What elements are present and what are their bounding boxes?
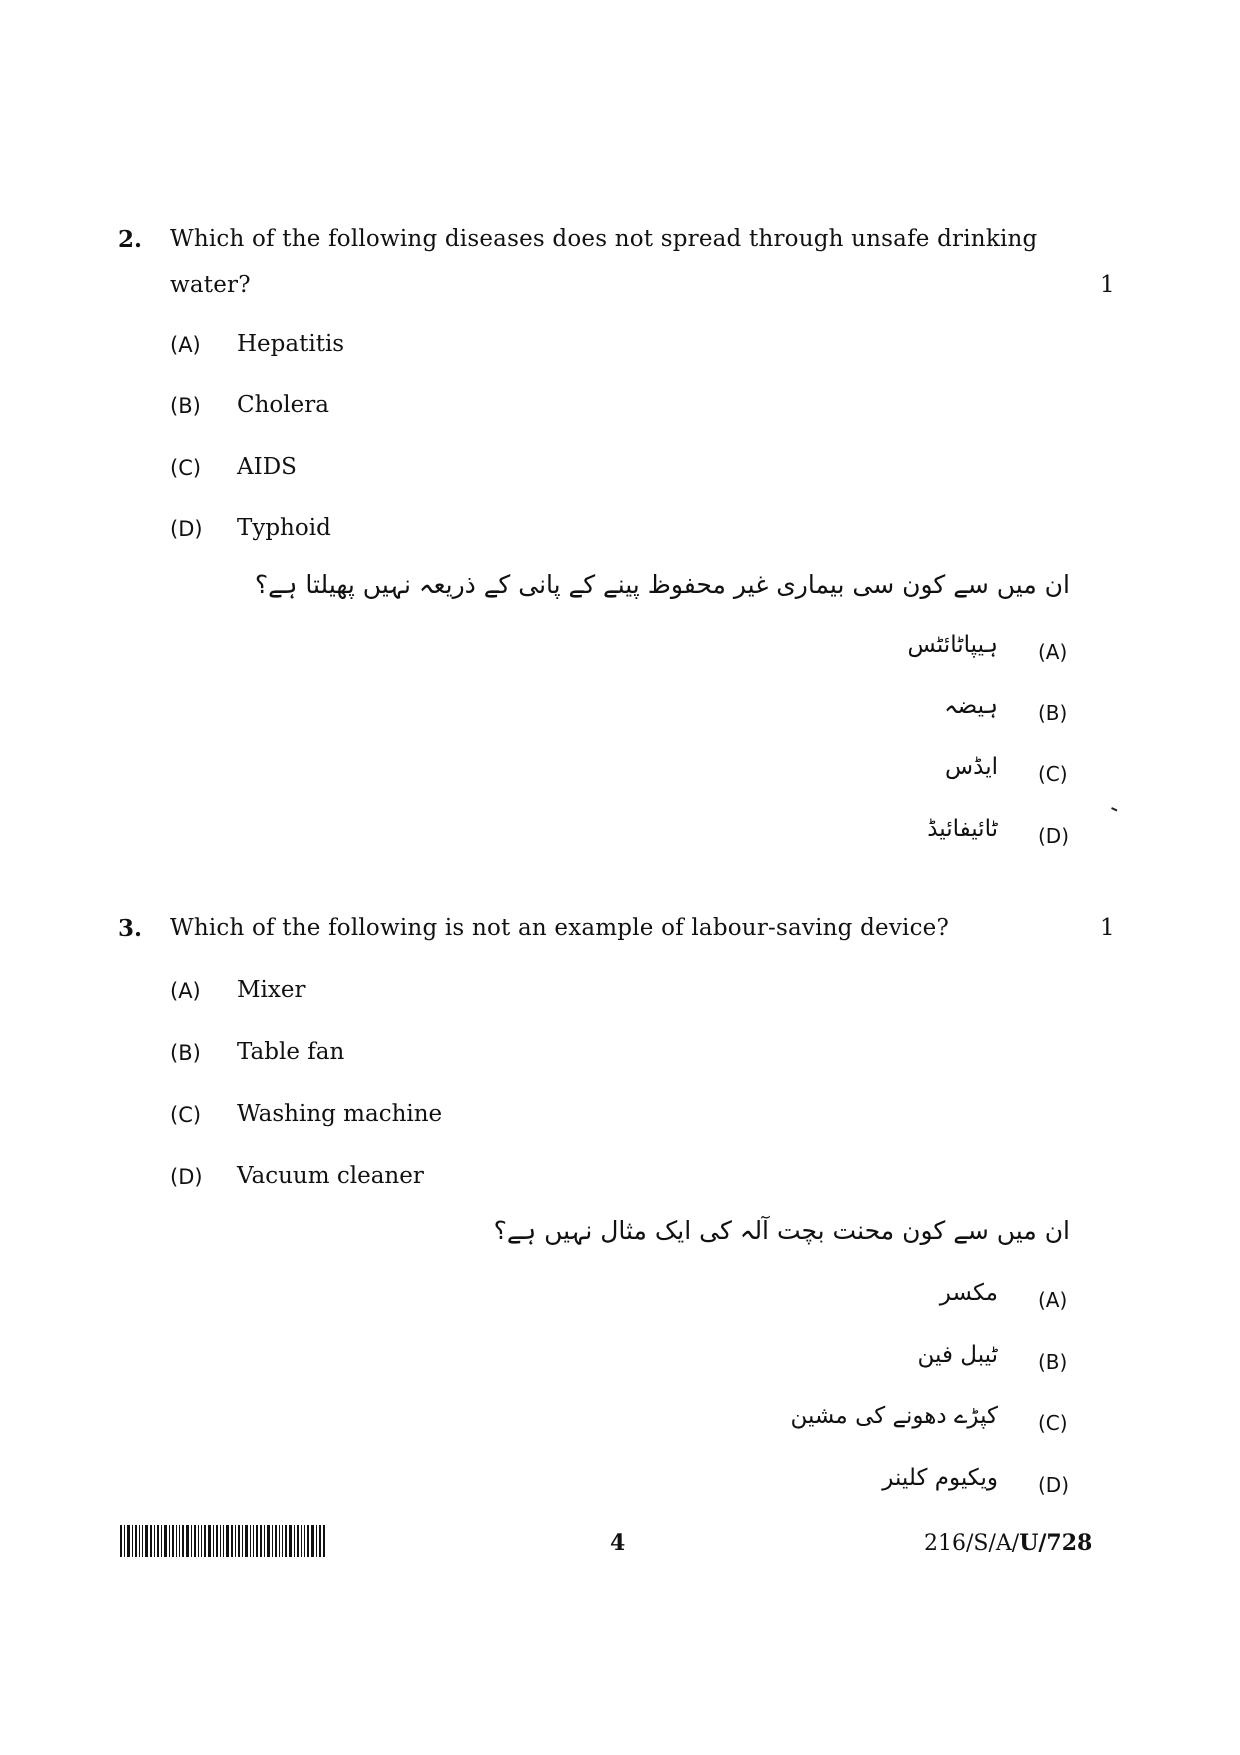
q2-option-b-letter: (B) bbox=[170, 394, 201, 418]
q2-urdu-option-c-letter: (C) bbox=[1038, 762, 1068, 786]
q2-option-c-letter: (C) bbox=[170, 456, 202, 480]
q3-option-b-text: Table fan bbox=[237, 1039, 345, 1065]
question-3-number: 3. bbox=[118, 915, 143, 942]
question-3-marks: 1 bbox=[1100, 915, 1115, 941]
q3-option-d-text: Vacuum cleaner bbox=[237, 1163, 424, 1189]
page-number: 4 bbox=[610, 1530, 626, 1556]
q2-urdu-option-a-letter: (A) bbox=[1038, 640, 1068, 664]
stray-mark bbox=[1109, 807, 1118, 817]
paper-code-number: 728 bbox=[1046, 1530, 1093, 1556]
q3-option-d-letter: (D) bbox=[170, 1165, 203, 1189]
q2-option-c-text: AIDS bbox=[237, 454, 297, 480]
q3-option-a-text: Mixer bbox=[237, 977, 306, 1003]
question-2-text-line2: water? bbox=[170, 272, 251, 298]
q3-option-a-letter: (A) bbox=[170, 979, 201, 1003]
q2-option-a-letter: (A) bbox=[170, 333, 201, 357]
q2-urdu-option-d-text: ٹائیفائیڈ bbox=[927, 816, 998, 842]
q3-option-c-text: Washing machine bbox=[237, 1101, 443, 1127]
q2-urdu-option-a-text: ہیپاٹائٹس bbox=[907, 632, 998, 658]
q2-urdu-option-b-letter: (B) bbox=[1038, 701, 1068, 725]
paper-code-series: U bbox=[1019, 1530, 1039, 1556]
q3-option-c-letter: (C) bbox=[170, 1103, 202, 1127]
question-2-text-line1: Which of the following diseases does not spread through unsafe drinking bbox=[170, 226, 1038, 252]
question-3-urdu-text: ان میں سے کون محنت بچت آلہ کی ایک مثال نہیں ہے؟ bbox=[493, 1216, 1070, 1245]
question-2-urdu-text: ان میں سے کون سی بیماری غیر محفوظ پینے کے پانی کے ذریعہ نہیں پھیلتا ہے؟ bbox=[254, 570, 1070, 599]
paper-code-separator: / bbox=[1038, 1530, 1047, 1556]
q2-urdu-option-d-letter: (D) bbox=[1038, 824, 1070, 848]
q2-urdu-option-c-text: ایڈس bbox=[945, 754, 998, 780]
q3-urdu-option-c-text: کپڑے دھونے کی مشین bbox=[790, 1403, 998, 1429]
q2-option-b-text: Cholera bbox=[237, 392, 329, 418]
q3-urdu-option-b-text: ٹیبل فین bbox=[917, 1342, 998, 1368]
barcode bbox=[120, 1525, 417, 1557]
q2-option-d-text: Typhoid bbox=[237, 515, 331, 541]
paper-code-prefix: 216/S/A/ bbox=[924, 1531, 1020, 1556]
q3-urdu-option-d-letter: (D) bbox=[1038, 1473, 1070, 1497]
q2-option-a-text: Hepatitis bbox=[237, 331, 345, 357]
question-3-text: Which of the following is not an example of labour-saving device? bbox=[170, 915, 950, 941]
q3-urdu-option-b-letter: (B) bbox=[1038, 1350, 1068, 1374]
q3-urdu-option-d-text: ویکیوم کلینر bbox=[882, 1465, 998, 1491]
q3-urdu-option-a-text: مکسر bbox=[939, 1280, 998, 1306]
q2-option-d-letter: (D) bbox=[170, 517, 203, 541]
q2-urdu-option-b-text: ہیضہ bbox=[944, 693, 998, 719]
q3-option-b-letter: (B) bbox=[170, 1041, 201, 1065]
q3-urdu-option-a-letter: (A) bbox=[1038, 1288, 1068, 1312]
q3-urdu-option-c-letter: (C) bbox=[1038, 1411, 1068, 1435]
question-2-marks: 1 bbox=[1100, 272, 1115, 298]
question-2-number: 2. bbox=[118, 226, 143, 253]
paper-code bbox=[924, 1530, 1092, 1556]
